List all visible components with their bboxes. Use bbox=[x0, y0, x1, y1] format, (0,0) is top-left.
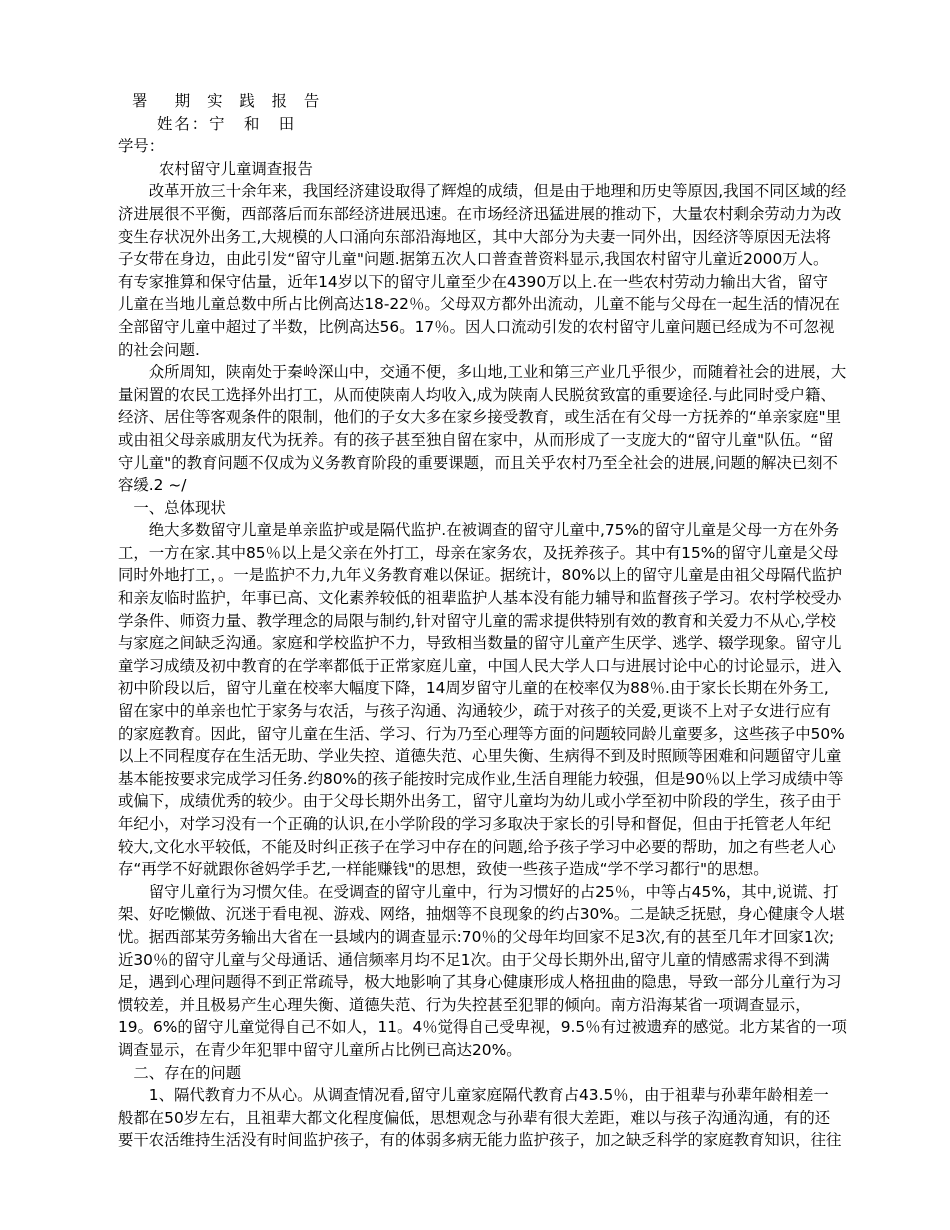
body-line: 的家庭教育。因此，留守儿童在生活、学习、行为乃至心理等方面的问题较同龄儿童要多，这些孩子中50% bbox=[118, 724, 845, 743]
student-id: 学号： bbox=[118, 137, 165, 156]
body-line: 般都在50岁左右，且祖辈大都文化程度偏低，思想观念与孙辈有很大差距，难以与孩子沟通沟通，有的还 bbox=[118, 1108, 831, 1127]
report-page bbox=[118, 90, 870, 1152]
body-line: 和亲友临时监护，年事已高、文化素养较低的祖辈监护人基本没有能力辅导和监督孩子学习。农村学校受办 bbox=[118, 589, 842, 608]
body-line: 有专家推算和保守估量，近年14岁以下的留守儿童至少在4390万以上.在一些农村劳动力输出大省，留守 bbox=[118, 272, 829, 291]
body-line: 改革开放三十余年来，我国经济建设取得了辉煌的成绩，但是由于地理和历史等原因,我国不同区域的经 bbox=[118, 182, 847, 201]
body-line: 经济、居住等客观条件的限制，他们的子女大多在家乡接受教育，或生活在有父母一方抚养的“单亲家庭"里 bbox=[118, 408, 842, 427]
report-title: 署 期 实 践 报 告 bbox=[132, 92, 326, 110]
body-line: 量闲置的农民工选择外出打工，从而使陕南人均收入,成为陕南人民脱贫致富的重要途径.与此同时受户籍、 bbox=[118, 385, 836, 404]
body-line: 惯较差，并且极易产生心理失衡、道德失范、行为失控甚至犯罪的倾向。南方沿海某省一项调查显示， bbox=[118, 995, 811, 1014]
body-line: 或由祖父母亲戚朋友代为抚养。有的孩子甚至独自留在家中，从而形成了一支庞大的“留守儿童"队伍。“留 bbox=[118, 430, 834, 449]
body-line: 或偏下，成绩优秀的较少。由于父母长期外出务工，留守儿童均为幼儿或小学至初中阶段的学生，孩子由于 bbox=[118, 792, 842, 811]
body-line: 众所周知，陕南处于秦岭深山中，交通不便，多山地,工业和第三产业几乎很少，而随着社会的进展，大 bbox=[118, 363, 847, 382]
body-line: 存“再学不好就跟你爸妈学手艺,一样能赚钱"的思想，致使一些孩子造成“学不学习都行"的思想。 bbox=[118, 860, 769, 879]
body-line: 容缓.2 ~/ bbox=[118, 476, 187, 495]
body-line: 较大,文化水平较低，不能及时纠正孩子在学习中存在的问题,给予孩子学习中必要的帮助，加之有些老人心 bbox=[118, 837, 836, 856]
body-line: 儿童在当地儿童总数中所占比例高达18-22％。父母双方都外出流动，儿童不能与父母在一起生活的情况在 bbox=[118, 295, 840, 314]
body-line: 子女带在身边，由此引发“留守儿童"问题.据第五次人口普查普资料显示,我国农村留守儿童近2000万人。 bbox=[118, 250, 829, 269]
body-line: 的社会问题. bbox=[118, 340, 200, 359]
body-line: 要干农活维持生活没有时间监护孩子，有的体弱多病无能力监护孩子，加之缺乏科学的家庭教育知识，往往 bbox=[118, 1131, 842, 1150]
body-line: 童学习成绩及初中教育的在学率都低于正常家庭儿童，中国人民大学人口与进展讨论中心的讨论显示，进入 bbox=[118, 656, 842, 675]
body-line: 二、存在的问题 bbox=[118, 1063, 242, 1082]
body-line: 同时外地打工，。一是监护不力,九年义务教育难以保证。据统计，80%以上的留守儿童是由祖父母隔代监护 bbox=[118, 566, 842, 585]
body-line: 1、隔代教育力不从心。从调查情况看,留守儿童家庭隔代教育占43.5％，由于祖辈与孙辈年龄相差一 bbox=[118, 1086, 829, 1105]
body-line: 调查显示，在青少年犯罪中留守儿童所占比例已高达20%。 bbox=[118, 1040, 522, 1059]
body-line: 近30％的留守儿童与父母通话、通信频率月均不足1次。由于父母长期外出,留守儿童的情感需求得不到满 bbox=[118, 950, 830, 969]
body-line: 济进展很不平衡，西部落后而东部经济进展迅速。在市场经济迅猛进展的推动下，大量农村剩余劳动力为改 bbox=[118, 204, 842, 223]
document-body bbox=[118, 180, 870, 1152]
body-line: 留在家中的单亲也忙于家务与农活，与孩子沟通、沟通较少，疏于对孩子的关爱,更谈不上对子女进行应有 bbox=[118, 702, 831, 721]
body-line: 足，遇到心理问题得不到正常疏导，极大地影响了其身心健康形成人格扭曲的隐患，导致一部分儿童行为习 bbox=[118, 973, 842, 992]
body-line: 与家庭之间缺乏沟通。家庭和学校监护不力，导致相当数量的留守儿童产生厌学、逃学、辍学现象。留守儿 bbox=[118, 634, 842, 653]
body-line: 初中阶段以后，留守儿童在校率大幅度下降，14周岁留守儿童的在校率仅为88％.由于家长长期在外务工, bbox=[118, 679, 829, 698]
body-line: 工，一方在家.其中85％以上是父亲在外打工，母亲在家务农，及抚养孩子。其中有15%的留守儿童是父母 bbox=[118, 543, 839, 562]
author-name: 姓名：宁 和 田 bbox=[157, 114, 297, 133]
body-line: 架、好吃懒做、沉迷于看电视、游戏、网络，抽烟等不良现象的约占30%。二是缺乏抚慰，身心健康令人堪 bbox=[118, 905, 845, 924]
body-line: 留守儿童行为习惯欠佳。在受调查的留守儿童中，行为习惯好的占25％，中等占45%，其中,说谎、打 bbox=[118, 882, 839, 901]
body-line: 忧。据西部某劳务输出大省在一县域内的调查显示:70％的父母年均回家不足3次,有的甚至几年才回家1次; bbox=[118, 927, 835, 946]
document-title: 农村留守儿童调查报告 bbox=[159, 159, 313, 178]
body-line: 守儿童"的教育问题不仅成为义务教育阶段的重要课题，而且关乎农村乃至全社会的进展,问题的解决已刻不 bbox=[118, 453, 838, 472]
body-line: 以上不同程度存在生活无助、学业失控、道德失范、心里失衡、生病得不到及时照顾等困难和问题留守儿童 bbox=[118, 747, 842, 766]
body-line: 年纪小，对学习没有一个正确的认识,在小学阶段的学习多取决于家长的引导和督促，但由于托管老人年纪 bbox=[118, 815, 831, 833]
body-line: 基本能按要求完成学习任务.约80%的孩子能按时完成作业,生活自理能力较强，但是90％以上学习成绩中等 bbox=[118, 769, 844, 788]
body-line: 绝大多数留守儿童是单亲监护或是隔代监护.在被调查的留守儿童中,75%的留守儿童是父母一方在外务 bbox=[118, 521, 840, 540]
body-line: 19。6%的留守儿童觉得自己不如人，11。4％觉得自己受卑视，9.5％有过被遗弃的感觉。北方某省的一项 bbox=[118, 1018, 847, 1037]
body-line: 全部留守儿童中超过了半数，比例高达56。17％。因人口流动引发的农村留守儿童问题已经成为不可忽视 bbox=[118, 317, 835, 336]
body-line: 变生存状况外出务工,大规模的人口涌向东部沿海地区，其中大部分为夫妻一同外出，因经济等原因无法将 bbox=[118, 227, 831, 246]
body-line: 学条件、师资力量、教学理念的局限与制约,针对留守儿童的需求提供特别有效的教育和关爱力不从心,学校 bbox=[118, 611, 836, 630]
body-line: 一、总体现状 bbox=[118, 498, 226, 517]
